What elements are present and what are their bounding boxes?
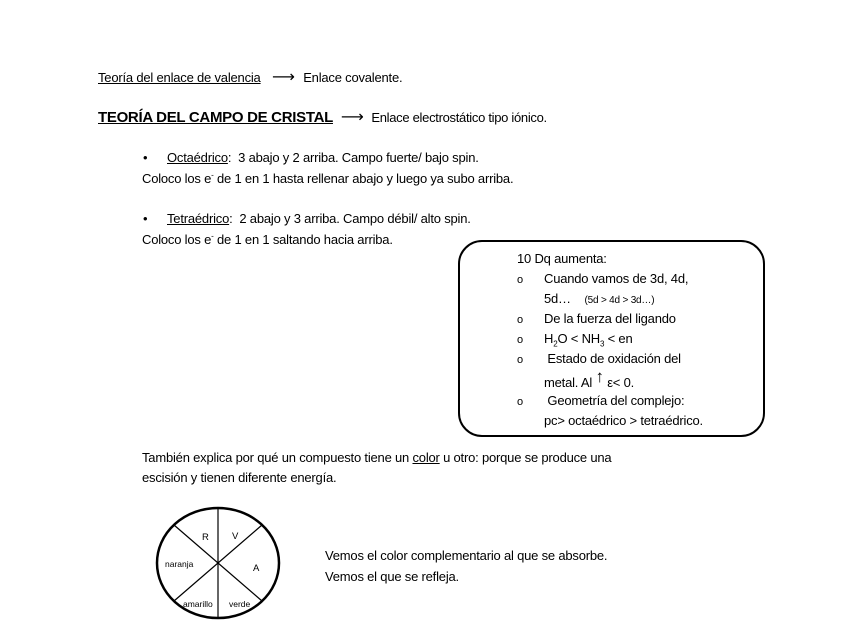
tetrahedral-note-b: de 1 en 1 saltando hacia arriba. xyxy=(213,232,393,247)
item-text: 5d… xyxy=(544,291,571,306)
wheel-label-verde: verde xyxy=(229,599,251,609)
list-item xyxy=(517,311,676,326)
octahedral-note-a: Coloco los e xyxy=(142,171,212,186)
wheel-label-a: A xyxy=(253,563,260,574)
list-item-cont xyxy=(544,367,635,392)
tetrahedral-item: • Tetraédrico: 2 abajo y 3 arriba. Campo débil/ alto spin. xyxy=(143,211,471,226)
wheel-label-v: V xyxy=(232,531,239,542)
formula-h: H xyxy=(544,331,554,346)
complement-line1: Vemos el color complementario al que se absorbe. xyxy=(325,548,608,563)
octahedral-note-b: de 1 en 1 hasta rellenar abajo y luego ya subo arriba. xyxy=(213,171,514,186)
color-text-a: También explica por qué un compuesto tiene un xyxy=(142,450,413,465)
arrow-right-icon: ⟶ xyxy=(340,109,364,126)
crystal-field-term: TEORÍA DEL CAMPO DE CRISTAL xyxy=(98,109,333,126)
item-text: Geometría del complejo: xyxy=(544,393,685,408)
bullet: • xyxy=(143,150,148,165)
formula-sub: 2 xyxy=(553,339,558,349)
electron-superscript: - xyxy=(211,231,214,241)
tetrahedral-note xyxy=(142,232,393,247)
list-item xyxy=(517,331,633,349)
octahedral-note xyxy=(142,171,513,186)
item-text: Estado de oxidación del xyxy=(544,351,681,366)
arrow-right-icon: ⟶ xyxy=(272,69,295,86)
tetrahedral-note-a: Coloco los e xyxy=(142,232,212,247)
octahedral-label: Octaédrico xyxy=(167,150,228,165)
item-text: De la fuerza del ligando xyxy=(544,311,676,326)
list-item-cont xyxy=(544,413,703,428)
wheel-label-amarillo: amarillo xyxy=(183,599,213,609)
color-word: color xyxy=(412,450,440,465)
list-marker: o xyxy=(517,396,523,408)
electron-superscript: - xyxy=(211,170,214,180)
wheel-label-r: R xyxy=(202,532,209,543)
list-marker: o xyxy=(517,334,523,346)
valence-bond-term: Teoría del enlace de valencia xyxy=(98,70,261,85)
formula-sub: 3 xyxy=(599,339,605,349)
color-explanation-line1 xyxy=(142,450,611,465)
list-item xyxy=(517,351,681,366)
crystal-field-line xyxy=(98,107,547,127)
item-text: ε< 0. xyxy=(603,375,635,390)
tetrahedral-desc: 2 abajo y 3 arriba. Campo débil/ alto spin. xyxy=(239,211,471,226)
list-marker: o xyxy=(517,314,523,326)
arrow-up-icon: ↑ xyxy=(595,367,604,386)
list-item-cont xyxy=(544,291,654,306)
color-wheel xyxy=(150,502,290,632)
wheel-label-naranja: naranja xyxy=(165,559,194,569)
tetrahedral-label: Tetraédrico xyxy=(167,211,230,226)
formula-mid: O < NH xyxy=(557,331,600,346)
bullet: • xyxy=(143,211,148,226)
item-text: metal. Al xyxy=(544,375,596,390)
complement-line2: Vemos el que se refleja. xyxy=(325,569,459,584)
octahedral-item: • Octaédrico: 3 abajo y 2 arriba. Campo fuerte/ bajo spin. xyxy=(143,150,479,165)
item-note: (5d > 4d > 3d…) xyxy=(584,295,655,306)
color-explanation-line2: escisión y tienen diferente energía. xyxy=(142,470,337,485)
color-text-c: u otro: porque se produce una xyxy=(439,450,612,465)
octahedral-desc: 3 abajo y 2 arriba. Campo fuerte/ bajo spin. xyxy=(238,150,479,165)
formula-end: < en xyxy=(604,331,633,346)
valence-bond-line xyxy=(98,67,402,87)
list-item xyxy=(517,271,688,286)
ten-dq-title: 10 Dq aumenta: xyxy=(517,251,607,266)
list-marker: o xyxy=(517,354,523,366)
list-item xyxy=(517,393,684,408)
list-marker: o xyxy=(517,274,523,286)
item-text: Cuando vamos de 3d, 4d, xyxy=(544,271,689,286)
crystal-field-result: Enlace electrostático tipo iónico. xyxy=(371,110,547,125)
valence-bond-result: Enlace covalente. xyxy=(303,70,403,85)
item-text: pc> octaédrico > tetraédrico. xyxy=(544,413,703,428)
